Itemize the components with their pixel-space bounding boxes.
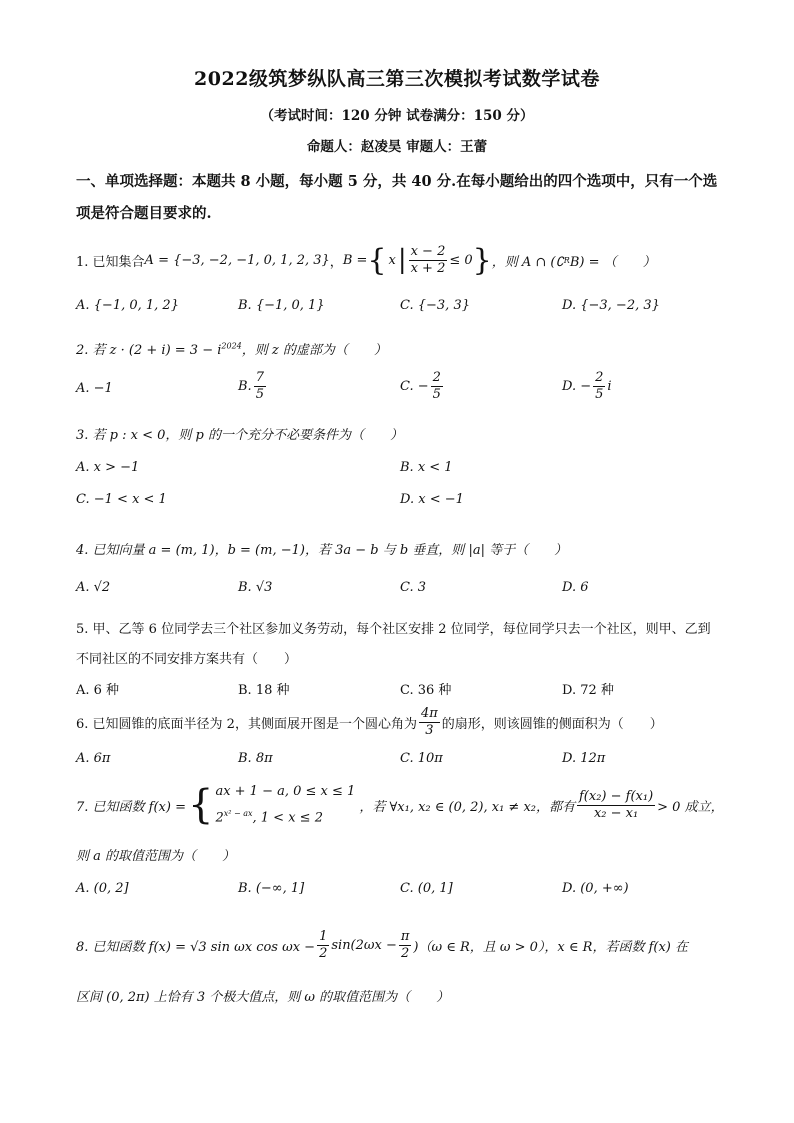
q5-option-c: C. 36 种 [400,683,452,698]
q5-option-a: A. 6 种 [76,683,120,698]
question-1: 1. 已知集合 A = {−3, −2, −1, 0, 1, 2, 3} ， B = { x | $\frac{x - 2}{x + 2}$ ≤ 0 } ，则 A ∩ (∁ R B) = （ ） [76,242,656,278]
q2-sup: 2024 [221,341,242,351]
question-7-line2: 则 a 的取值范围为（ ） [76,849,236,864]
q4-option-c: C. 3 [400,580,427,595]
q1-frac-num: x − 2 [410,243,446,259]
question-3: 3. 若 p : x < 0，则 p 的一个充分不必要条件为（ ） [76,428,403,443]
question-8-line2: 区间 (0, 2π) 上恰有 3 个极大值点，则 ω 的取值范围为（ ） [76,990,450,1005]
q6-option-b: B. 8π [238,751,273,766]
q6-option-a: A. 6π [76,751,111,766]
question-4: 4. 已知向量 a = (m, 1)，b = (m, −1)，若 3a − b 与 b 垂直，则 |a| 等于（ ） [76,543,568,558]
q1-option-b: B. {−1, 0, 1} [238,298,325,313]
q1-suffix: ，则 A ∩ (∁ [491,254,564,270]
q6-option-c: C. 10π [400,751,443,766]
section-heading: 一、单项选择题：本题共 8 小题，每小题 5 分，共 40 分.在每小题给出的四个选项中，只有一个选项是符合题目要求的. [76,173,718,222]
q7-piecewise: ax + 1 − a, 0 ≤ x ≤ 1 $2^{x^2 - ax}$, 1 < x ≤ 2 [215,783,356,826]
question-8: 8. 已知函数 f(x) = √3 sin ωx cos ωx − $\frac{1}{2}$ sin(2ωx − $\frac{\pi}{2}$ )（ω ∈ R，且 ω > 0），x ∈ R，若函数 f(x) 在 [76,928,688,961]
q2-option-d: D. − $\frac{2}{5}$ i [562,370,612,402]
page-title: 2022级筑梦纵队高三第三次模拟考试数学试卷 [194,68,600,90]
q6-fraction: $\frac{4\pi}{3}$ [420,705,438,738]
q7-option-b: B. (−∞, 1] [238,881,305,896]
q2-option-a: A. −1 [76,381,113,396]
q1-fraction [409,244,448,277]
q3-option-b: B. x < 1 [400,460,453,475]
q2-option-b: B. $\frac{7}{5}$ [238,370,264,402]
q1-prefix: 1. 已知集合 [76,254,145,270]
q7-option-d: D. (0, +∞) [562,881,629,896]
question-6: 6. 已知圆锥的底面半径为 2，其侧面展开图是一个圆心角为 $\frac{4\pi}{3}$ 的扇形，则该圆锥的侧面积为（ ） [76,705,663,738]
q3-option-a: A. x > −1 [76,460,140,475]
q2-option-c: C. − $\frac{2}{5}$ [400,370,441,402]
question-7: 7. 已知函数 f(x) = { ax + 1 − a, 0 ≤ x ≤ 1 $2^{x^2 - ax}$, 1 < x ≤ 2 ，若 ∀x₁, x₂ ∈ (0, 2), x₁ ≠ x₂，都有 $\frac{\text{f(x₂) − f(x₁)}}{\text{x₂ − x₁}}$ > 0 成立， [76,782,724,828]
q1-option-c: C. {−3, 3} [400,298,470,313]
q7-option-a: A. (0, 2] [76,881,129,896]
q2-stem2: ，则 z 的虚部为（ ） [241,343,387,358]
q5-option-d: D. 72 种 [562,683,614,698]
q1-option-a: A. {−1, 0, 1, 2} [76,298,179,313]
q3-option-d: D. x < −1 [400,492,464,507]
q1-frac-den: x + 2 [410,260,446,276]
q1-sep: ， [329,254,343,270]
q1-option-d: D. {−3, −2, 3} [562,298,660,313]
q4-option-b: B. √3 [238,580,273,595]
exam-info: （考试时间：120 分钟 试卷满分：150 分） [260,108,534,124]
q7-option-c: C. (0, 1] [400,881,453,896]
exam-authors: 命题人：赵凌昊 审题人：王蕾 [306,139,488,155]
q2-stem: 2. 若 z · (2 + i) = 3 − i [76,343,222,358]
q4-option-d: D. 6 [562,580,589,595]
question-5: 5. 甲、乙等 6 位同学去三个社区参加义务劳动，每个社区安排 2 位同学，每位同学只去一个社区，则甲、乙到不同社区的不同安排方案共有（ ） [76,622,711,667]
question-2 [76,339,387,358]
q4-option-a: A. √2 [76,580,111,595]
q1-set-a: A = {−3, −2, −1, 0, 1, 2, 3} [144,252,330,268]
q3-option-c: C. −1 < x < 1 [76,492,167,507]
q1-suffix2: B) = （ ） [569,254,656,270]
q7-fraction: $\frac{\text{f(x₂) − f(x₁)}}{\text{x₂ − x₁}}$ [579,788,654,821]
q1-suffix-sub: R [563,255,570,265]
q5-option-b: B. 18 种 [238,683,290,698]
q1-set-b-left: B = [342,252,368,268]
q1-set-b-tail: ≤ 0 [449,252,473,268]
q6-option-d: D. 12π [562,751,606,766]
